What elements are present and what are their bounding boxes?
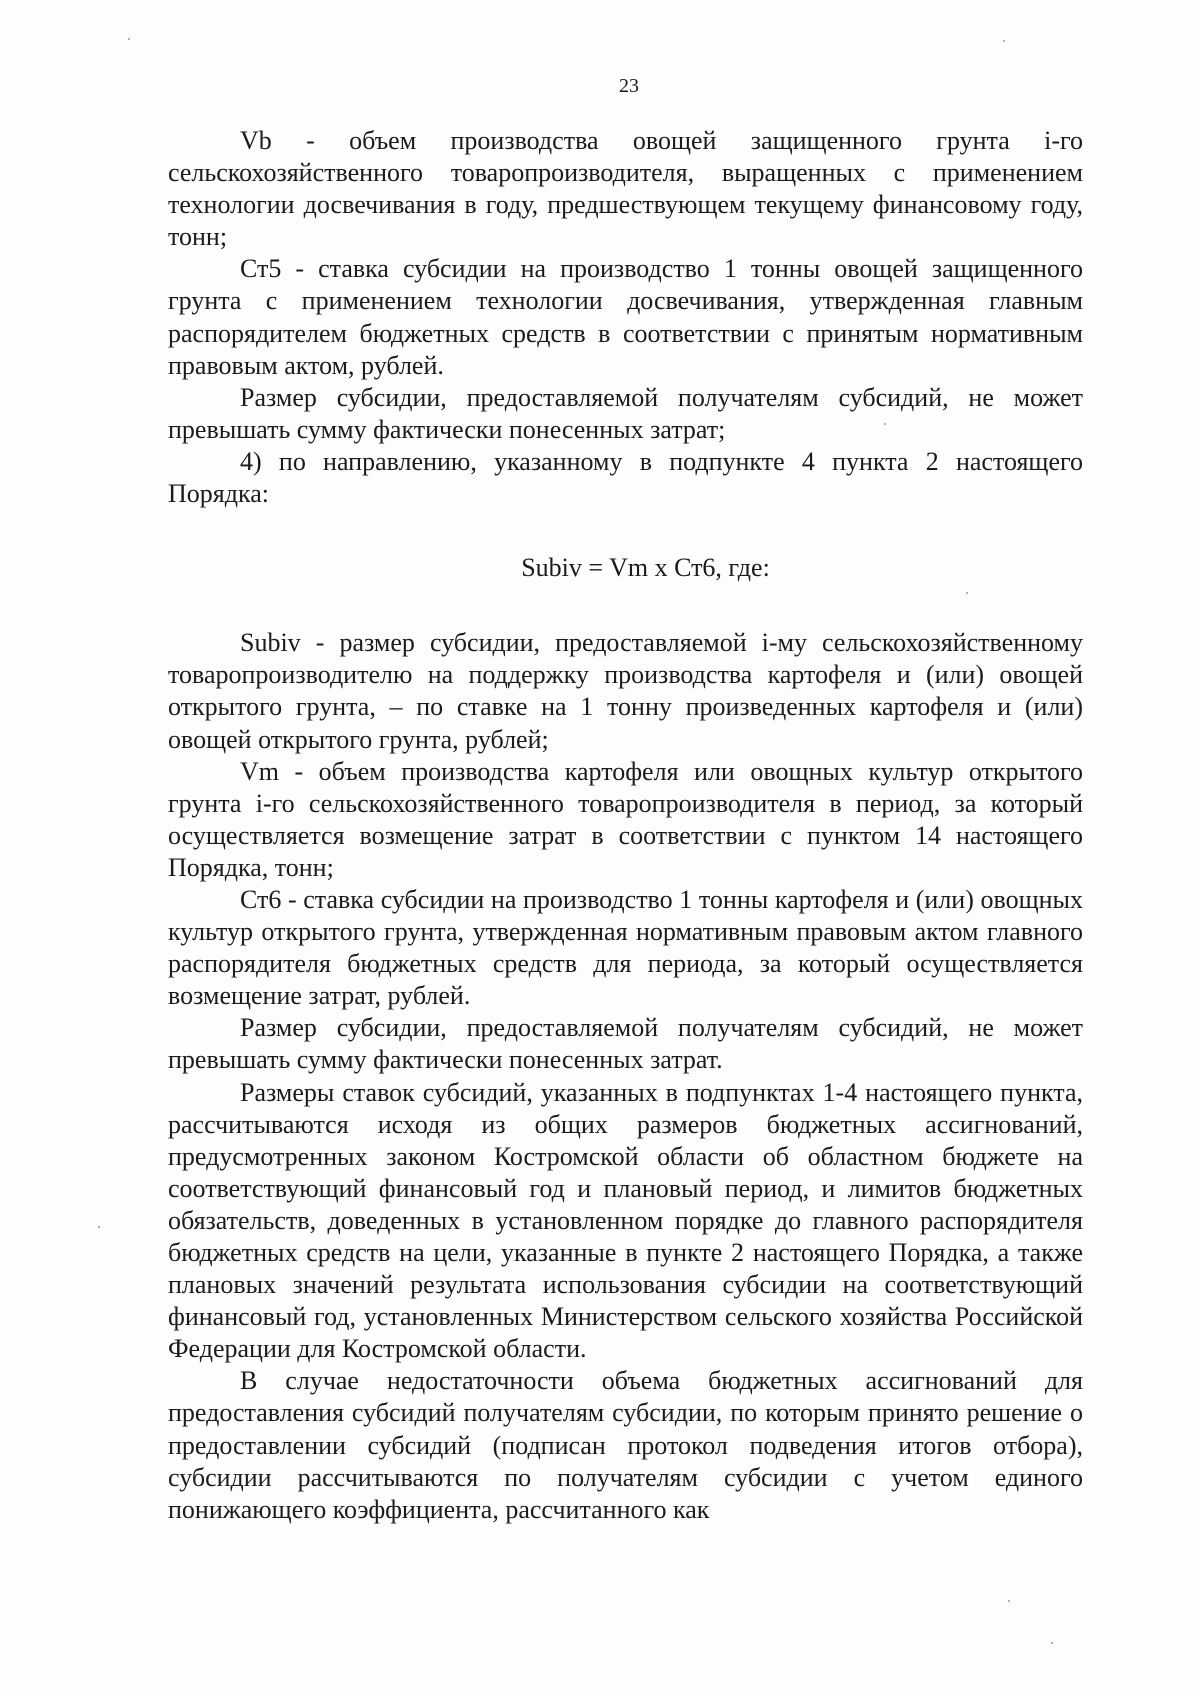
paragraph-rate-calculation: Размеры ставок субсидий, указанных в подпунктах 1-4 настоящего пункта, рассчитываются исходя из общих размеров бюджетных ассигнований, предусмотренных законом Костромской области об областном бюджете на соответствующий финансовый год и плановый период, и лимитов бюджетных обязательств, доведенных в установленном порядке до главного распорядителя бюджетных средств на цели, указанные в пункте 2 настоящего Порядка, а также плановых значений результата использования субсидии на соответствующий финансовый год, установленных Министерством сельского хозяйства Российской Федерации для Костромской области.	[168, 1077, 1083, 1364]
scan-speck	[1008, 1600, 1010, 1602]
paragraph-vb-definition: Vb - объем производства овощей защищенного грунта i-го сельскохозяйственного товаропроизводителя, выращенных с применением технологии досвечивания в году, предшествующем текущему финансовому году, тонн;	[168, 126, 1083, 252]
scan-speck	[1051, 1642, 1053, 1644]
paragraph-subiv-definition: Subiv - размер субсидии, предоставляемой i-му сельскохозяйственному товаропроизводителю на поддержку производства картофеля и (или) овощей открытого грунта, – по ставке на 1 тонну произведенных картофеля и (или) овощей открытого грунта, рублей;	[168, 628, 1083, 754]
scan-speck	[128, 38, 130, 40]
paragraph-vm-definition: Vm - объем производства картофеля или овощных культур открытого грунта i-го сельскохозяйственного товаропроизводителя в период, за который осуществляется возмещение затрат в соответствии с пунктом 14 настоящего Порядка, тонн;	[168, 756, 1083, 882]
paragraph-subsidy-limit: Размер субсидии, предоставляемой получателям субсидий, не может превышать сумму фактически понесенных затрат;	[168, 382, 1083, 444]
scan-speck	[884, 423, 886, 425]
scan-speck	[98, 1226, 100, 1228]
paragraph-direction-4: 4) по направлению, указанному в подпункте 4 пункта 2 настоящего Порядка:	[168, 446, 1083, 509]
paragraph-subsidy-limit-2: Размер субсидии, предоставляемой получателям субсидий, не может превышать сумму фактически понесенных затрат.	[168, 1013, 1083, 1075]
paragraph-insufficient-funds: В случае недостаточности объема бюджетных ассигнований для предоставления субсидий получателям субсидии, по которым принято решение о предоставлении субсидий (подписан протокол подведения итогов отбора), субсидии рассчитываются по получателям субсидии с учетом единого понижающего коэффициента, рассчитанного как	[168, 1366, 1083, 1524]
formula-subiv: Subiv = Vm x Ст6, где:	[521, 553, 770, 583]
page-number: 23	[619, 75, 639, 97]
document-body	[168, 125, 1083, 1526]
scan-speck	[966, 592, 968, 594]
scan-speck	[1003, 40, 1005, 42]
paragraph-st6-definition: Ст6 - ставка субсидии на производство 1 тонны картофеля и (или) овощных культур открытого грунта, утвержденная нормативным правовым актом главного распорядителя бюджетных средств для периода, за который осуществляется возмещение затрат, рублей.	[168, 884, 1083, 1011]
paragraph-st5-definition: Ст5 - ставка субсидии на производство 1 тонны овощей защищенного грунта с применением технологии досвечивания, утвержденная главным распорядителем бюджетных средств в соответствии с принятым нормативным правовым актом, рублей.	[168, 254, 1083, 380]
